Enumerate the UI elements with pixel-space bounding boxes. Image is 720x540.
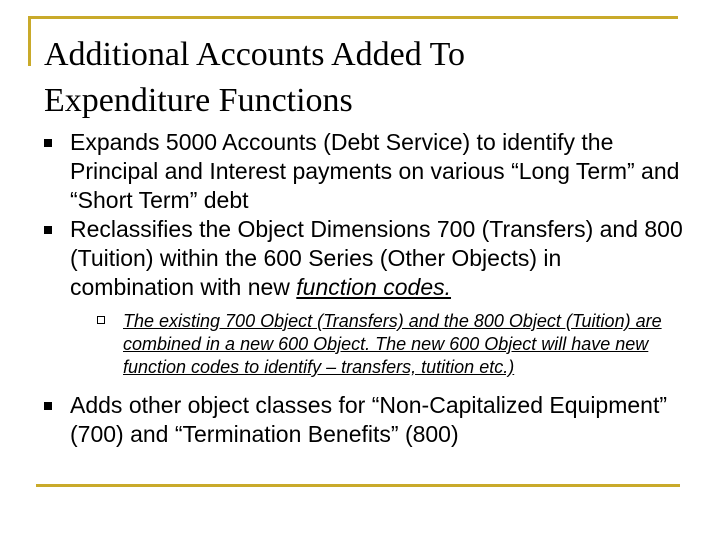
frame-left-line [28,16,31,66]
bullet-item-debt-service [44,128,684,215]
frame-top-line [28,16,678,19]
bullet-text: Reclassifies the Object Dimensions 700 (Transfers) and 800 (Tuition) within the 600 Series (Other Objects) in combination with new [70,216,683,300]
bullet-text: Expands 5000 Accounts (Debt Service) to identify the Principal and Interest payments on various “Long Term” and “Short Term” debt [70,129,680,213]
bullet-list [44,128,684,449]
bullet-text: Adds other object classes for “Non-Capitalized Equipment” (700) and “Termination Benefits” (800) [70,392,668,447]
hollow-square-bullet-icon [97,316,105,324]
title-line-2: Expenditure Functions [44,82,353,119]
bullet-emphasis-text: function codes. [296,274,452,300]
slide-title [44,32,684,124]
sub-bullet-item [70,310,684,379]
bullet-item-reclassify [44,215,684,379]
square-bullet-icon [44,226,52,234]
sub-bullet-text: The existing 700 Object (Transfers) and the 800 Object (Tuition) are combined in a new 600 Object. The new 600 Object will have new function codes to identify – transfers, tutition etc.) [123,311,662,377]
square-bullet-icon [44,139,52,147]
bullet-item-object-classes [44,391,684,449]
frame-bottom-line [36,484,680,487]
square-bullet-icon [44,402,52,410]
title-line-1: Additional Accounts Added To [44,36,466,73]
